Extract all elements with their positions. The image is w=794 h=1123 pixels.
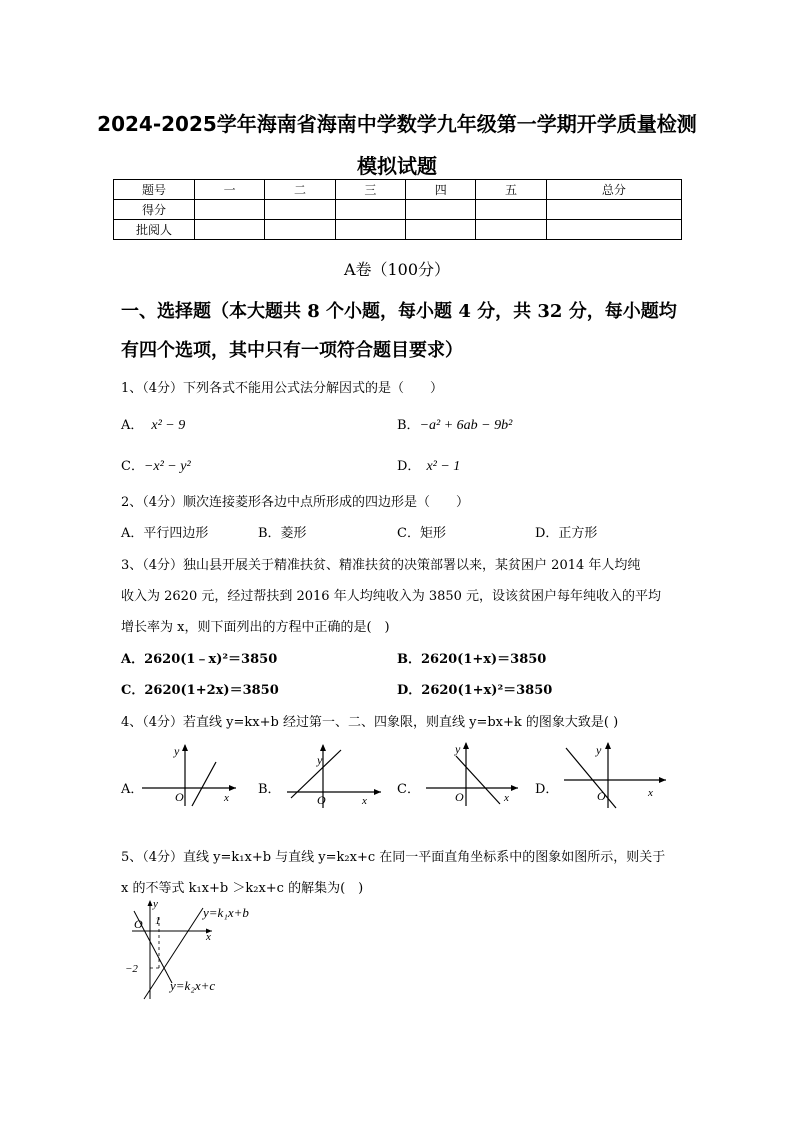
- question-3-option-c: C．2620(1+2x)＝3850: [121, 683, 279, 698]
- question-1-option-b: [397, 414, 512, 434]
- page-title-line2: 模拟试题: [357, 154, 437, 178]
- x-axis-arrow: [511, 785, 518, 791]
- x-label: x: [648, 787, 653, 799]
- section-heading: 一、选择题（本大题共 8 个小题，每小题 4 分，共 32 分，每小题均: [121, 301, 677, 322]
- option-math: −x² − y²: [143, 459, 191, 474]
- page-title: 2024-2025学年海南省海南中学数学九年级第一学期开学质量检测: [97, 112, 697, 136]
- score-table-row-label: 批阅人: [114, 220, 195, 240]
- x-axis-arrow: [229, 785, 236, 791]
- score-table-header-cell: 总分: [546, 180, 681, 200]
- score-table-row: [114, 220, 682, 240]
- question-1-option-a: [121, 414, 185, 434]
- question-3-option-b: B．2620(1+x)＝3850: [397, 652, 547, 667]
- x-axis-arrow: [374, 789, 381, 795]
- question-2-option-d: D．正方形: [535, 526, 598, 541]
- question-2-option-b: B．菱形: [258, 526, 307, 541]
- question-4-graph-a: [140, 740, 240, 810]
- line-k2-label: y=k₂x+c: [170, 978, 216, 993]
- score-cell: [195, 200, 265, 220]
- question-2-option-a: A．平行四边形: [121, 526, 209, 541]
- origin-label: O: [175, 790, 184, 804]
- question-5-figure: [120, 895, 270, 1005]
- score-cell: [476, 200, 546, 220]
- score-table-header-row: [114, 180, 682, 200]
- score-table-header-cell: 题号: [114, 180, 195, 200]
- y-label: y: [153, 898, 158, 910]
- score-cell: [195, 220, 265, 240]
- score-table: [113, 179, 682, 240]
- origin-label: O: [597, 789, 606, 803]
- y-label: y: [317, 753, 323, 767]
- question-1-stem: 1、（4分）下列各式不能用公式法分解因式的是（ ）: [121, 381, 444, 396]
- option-label: C．: [121, 459, 144, 474]
- score-table-row-label: 得分: [114, 200, 195, 220]
- y-axis-arrow: [320, 744, 326, 751]
- option-math: x² − 1: [426, 459, 461, 474]
- question-4-option-d: D．: [535, 782, 559, 797]
- question-4-graph-d: [560, 738, 670, 810]
- x-label: x: [206, 931, 211, 943]
- question-4-stem: 4、（4分）若直线 y=kx+b 经过第一、二、四象限，则直线 y=bx+k 的图象大致是( ): [121, 715, 619, 730]
- score-table-header-cell: 三: [335, 180, 405, 200]
- option-math: −a² + 6ab − 9b²: [419, 418, 513, 433]
- origin-label: O: [317, 793, 326, 807]
- score-cell: [335, 220, 405, 240]
- option-label: D．: [397, 459, 421, 474]
- score-table-header-cell: 四: [406, 180, 476, 200]
- question-3-stem-line3: 增长率为 x，则下面列出的方程中正确的是( ): [121, 620, 390, 635]
- question-4-graph-b: [285, 740, 385, 810]
- option-label: A．: [121, 418, 144, 433]
- graph-line: [192, 762, 216, 806]
- score-cell: [406, 220, 476, 240]
- score-cell: [265, 220, 335, 240]
- x-label: x: [224, 792, 229, 804]
- x-label: x: [504, 792, 509, 804]
- y-axis-arrow: [463, 742, 469, 749]
- question-4-graph-c: [422, 738, 522, 808]
- volume-heading: A卷（100分）: [343, 260, 451, 279]
- score-cell: [476, 220, 546, 240]
- y-axis-arrow: [148, 900, 153, 906]
- question-2-stem: 2、（4分）顺次连接菱形各边中点所形成的四边形是（ ）: [121, 495, 470, 510]
- origin-label: O: [455, 790, 464, 804]
- section-heading-line2: 有四个选项，其中只有一项符合题目要求）: [121, 340, 463, 361]
- y-label: y: [455, 742, 461, 756]
- score-cell: [546, 200, 681, 220]
- y-axis-arrow: [605, 742, 611, 749]
- question-3-stem-line2: 收入为 2620 元，经过帮扶到 2016 年人均纯收入为 3850 元，设该贫困户每年纯收入的平均: [121, 589, 662, 604]
- question-3-option-d: D．2620(1+x)²＝3850: [397, 683, 553, 698]
- question-4-option-b: B．: [258, 782, 281, 797]
- option-math: x² − 9: [151, 418, 186, 433]
- question-5-stem-line2: x 的不等式 k₁x+b ＞k₂x+c 的解集为( ): [121, 881, 364, 896]
- option-label: B．: [397, 418, 420, 433]
- y-label: y: [596, 743, 602, 757]
- question-5-stem-line1: 5、（4分）直线 y=k₁x+b 与直线 y=k₂x+c 在同一平面直角坐标系中的图象如图所示，则关于: [121, 850, 666, 865]
- line-k1-label: y=k₁x+b: [203, 905, 249, 920]
- score-cell: [406, 200, 476, 220]
- score-table-header-cell: 五: [476, 180, 546, 200]
- score-cell: [265, 200, 335, 220]
- question-4-option-a: A．: [121, 782, 144, 797]
- score-table-header-cell: 一: [195, 180, 265, 200]
- score-table-row: [114, 200, 682, 220]
- graph-line: [291, 750, 341, 798]
- score-cell: [546, 220, 681, 240]
- question-4-option-c: C．: [397, 782, 420, 797]
- origin-label: O: [134, 917, 143, 931]
- x-label: x: [362, 795, 367, 807]
- question-1-option-d: [397, 455, 460, 475]
- score-cell: [335, 200, 405, 220]
- question-2-option-c: C．矩形: [397, 526, 446, 541]
- question-1-option-c: [121, 455, 191, 475]
- x-axis-arrow: [659, 777, 666, 783]
- y-axis-arrow: [182, 744, 188, 751]
- score-table-header-cell: 二: [265, 180, 335, 200]
- tick-label-1: 1: [155, 915, 161, 927]
- y-label: y: [174, 744, 180, 758]
- tick-label-minus-2: −2: [125, 963, 138, 975]
- question-3-stem-line1: 3、（4分）独山县开展关于精准扶贫、精准扶贫的决策部署以来，某贫困户 2014 年人均纯: [121, 558, 641, 573]
- question-3-option-a: A．2620(1﹣x)²＝3850: [121, 652, 278, 667]
